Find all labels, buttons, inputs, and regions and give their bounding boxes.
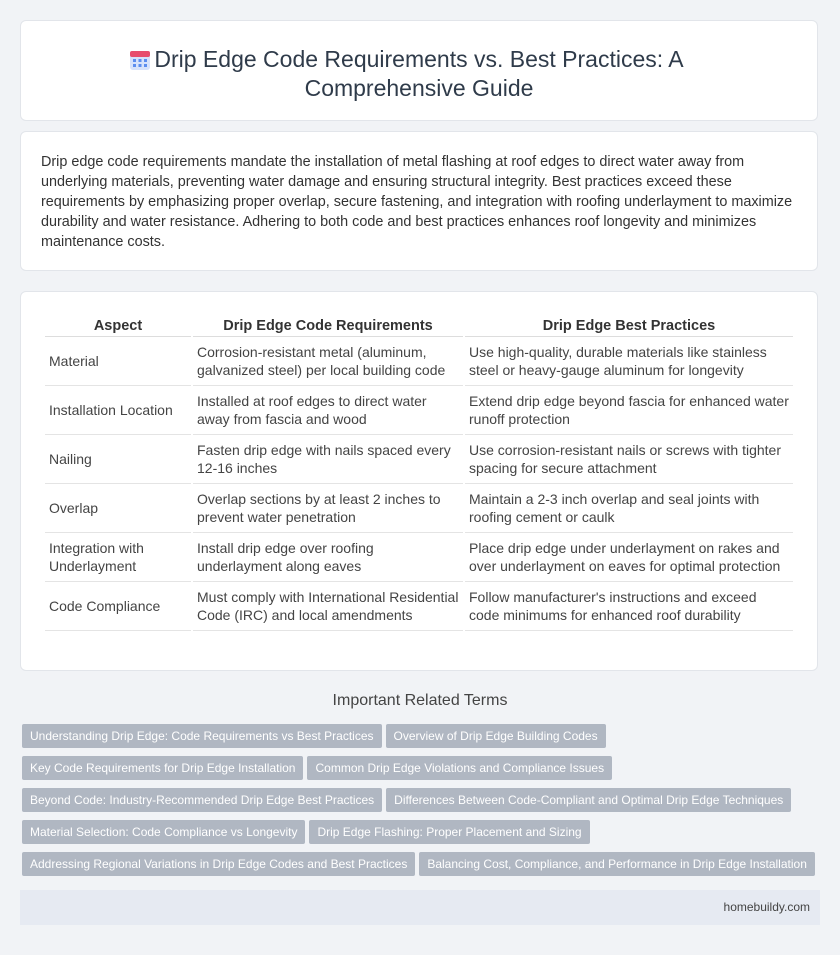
table-row [45, 484, 793, 533]
term-row [22, 788, 822, 820]
table-row [45, 582, 793, 631]
calendar-icon [129, 49, 151, 71]
intro-paragraph: Drip edge code requirements mandate the installation of metal flashing at roof edges to direct water away from underlying materials, preventing water damage and ensuring structural integrity. Best practices exceed these requirements by emphasizing proper overlap, secure fastening, and integration with roofing underlayment to maximize durability and water resistance. Adhering to both code and best practices enhances roof longevity and minimizes maintenance costs. [41, 154, 793, 250]
table-row [45, 533, 793, 582]
table-cell: Nailing [45, 435, 191, 484]
related-term-link[interactable]: Differences Between Code-Compliant and Optimal Drip Edge Techniques [386, 788, 791, 812]
related-term-link[interactable]: Understanding Drip Edge: Code Requirements vs Best Practices [22, 724, 382, 748]
related-terms-list [22, 724, 822, 884]
table-row [45, 435, 793, 484]
table-cell: Overlap sections by at least 2 inches to prevent water penetration [193, 484, 463, 533]
related-term-link[interactable]: Drip Edge Flashing: Proper Placement and Sizing [309, 820, 589, 844]
related-term-link[interactable]: Addressing Regional Variations in Drip Edge Codes and Best Practices [22, 852, 415, 876]
related-term-link[interactable]: Key Code Requirements for Drip Edge Installation [22, 756, 303, 780]
related-term-link[interactable]: Common Drip Edge Violations and Compliance Issues [307, 756, 612, 780]
related-term-link[interactable]: Beyond Code: Industry-Recommended Drip Edge Best Practices [22, 788, 382, 812]
table-cell: Installed at roof edges to direct water away from fascia and wood [193, 386, 463, 435]
term-row [22, 756, 822, 788]
table-cell: Corrosion-resistant metal (aluminum, galvanized steel) per local building code [193, 337, 463, 386]
table-cell: Material [45, 337, 191, 386]
table-cell: Place drip edge under underlayment on rakes and over underlayment on eaves for optimal protection [465, 533, 793, 582]
related-term-link[interactable]: Material Selection: Code Compliance vs Longevity [22, 820, 305, 844]
column-header: Drip Edge Best Practices [465, 312, 793, 337]
footer-site-link[interactable]: homebuildy.com [723, 900, 810, 914]
table-cell: Installation Location [45, 386, 191, 435]
table-row [45, 386, 793, 435]
table-row [45, 337, 793, 386]
column-header: Aspect [45, 312, 191, 337]
table-header-row [45, 312, 793, 337]
related-term-link[interactable]: Balancing Cost, Compliance, and Performance in Drip Edge Installation [419, 852, 815, 876]
table-cell: Install drip edge over roofing underlayment along eaves [193, 533, 463, 582]
table-cell: Integration with Underlayment [45, 533, 191, 582]
related-term-link[interactable]: Overview of Drip Edge Building Codes [386, 724, 606, 748]
table-cell: Follow manufacturer's instructions and exceed code minimums for enhanced roof durability [465, 582, 793, 631]
title-card [20, 20, 818, 121]
term-row [22, 724, 822, 756]
page-title: Drip Edge Code Requirements vs. Best Practices: A Comprehensive Guide [154, 46, 684, 101]
footer [20, 890, 820, 925]
table-cell: Code Compliance [45, 582, 191, 631]
table-cell: Maintain a 2-3 inch overlap and seal joints with roofing cement or caulk [465, 484, 793, 533]
term-row [22, 852, 822, 884]
table-cell: Use high-quality, durable materials like stainless steel or heavy-gauge aluminum for longevity [465, 337, 793, 386]
table-cell: Must comply with International Residential Code (IRC) and local amendments [193, 582, 463, 631]
table-cell: Extend drip edge beyond fascia for enhanced water runoff protection [465, 386, 793, 435]
related-terms-heading: Important Related Terms [332, 692, 508, 709]
column-header: Drip Edge Code Requirements [193, 312, 463, 337]
comparison-table-card [20, 291, 818, 671]
table-cell: Overlap [45, 484, 191, 533]
intro-card [20, 131, 818, 271]
table-cell: Fasten drip edge with nails spaced every 12-16 inches [193, 435, 463, 484]
title-wrap [21, 45, 817, 103]
comparison-table [43, 312, 795, 631]
table-cell: Use corrosion-resistant nails or screws with tighter spacing for secure attachment [465, 435, 793, 484]
term-row [22, 820, 822, 852]
